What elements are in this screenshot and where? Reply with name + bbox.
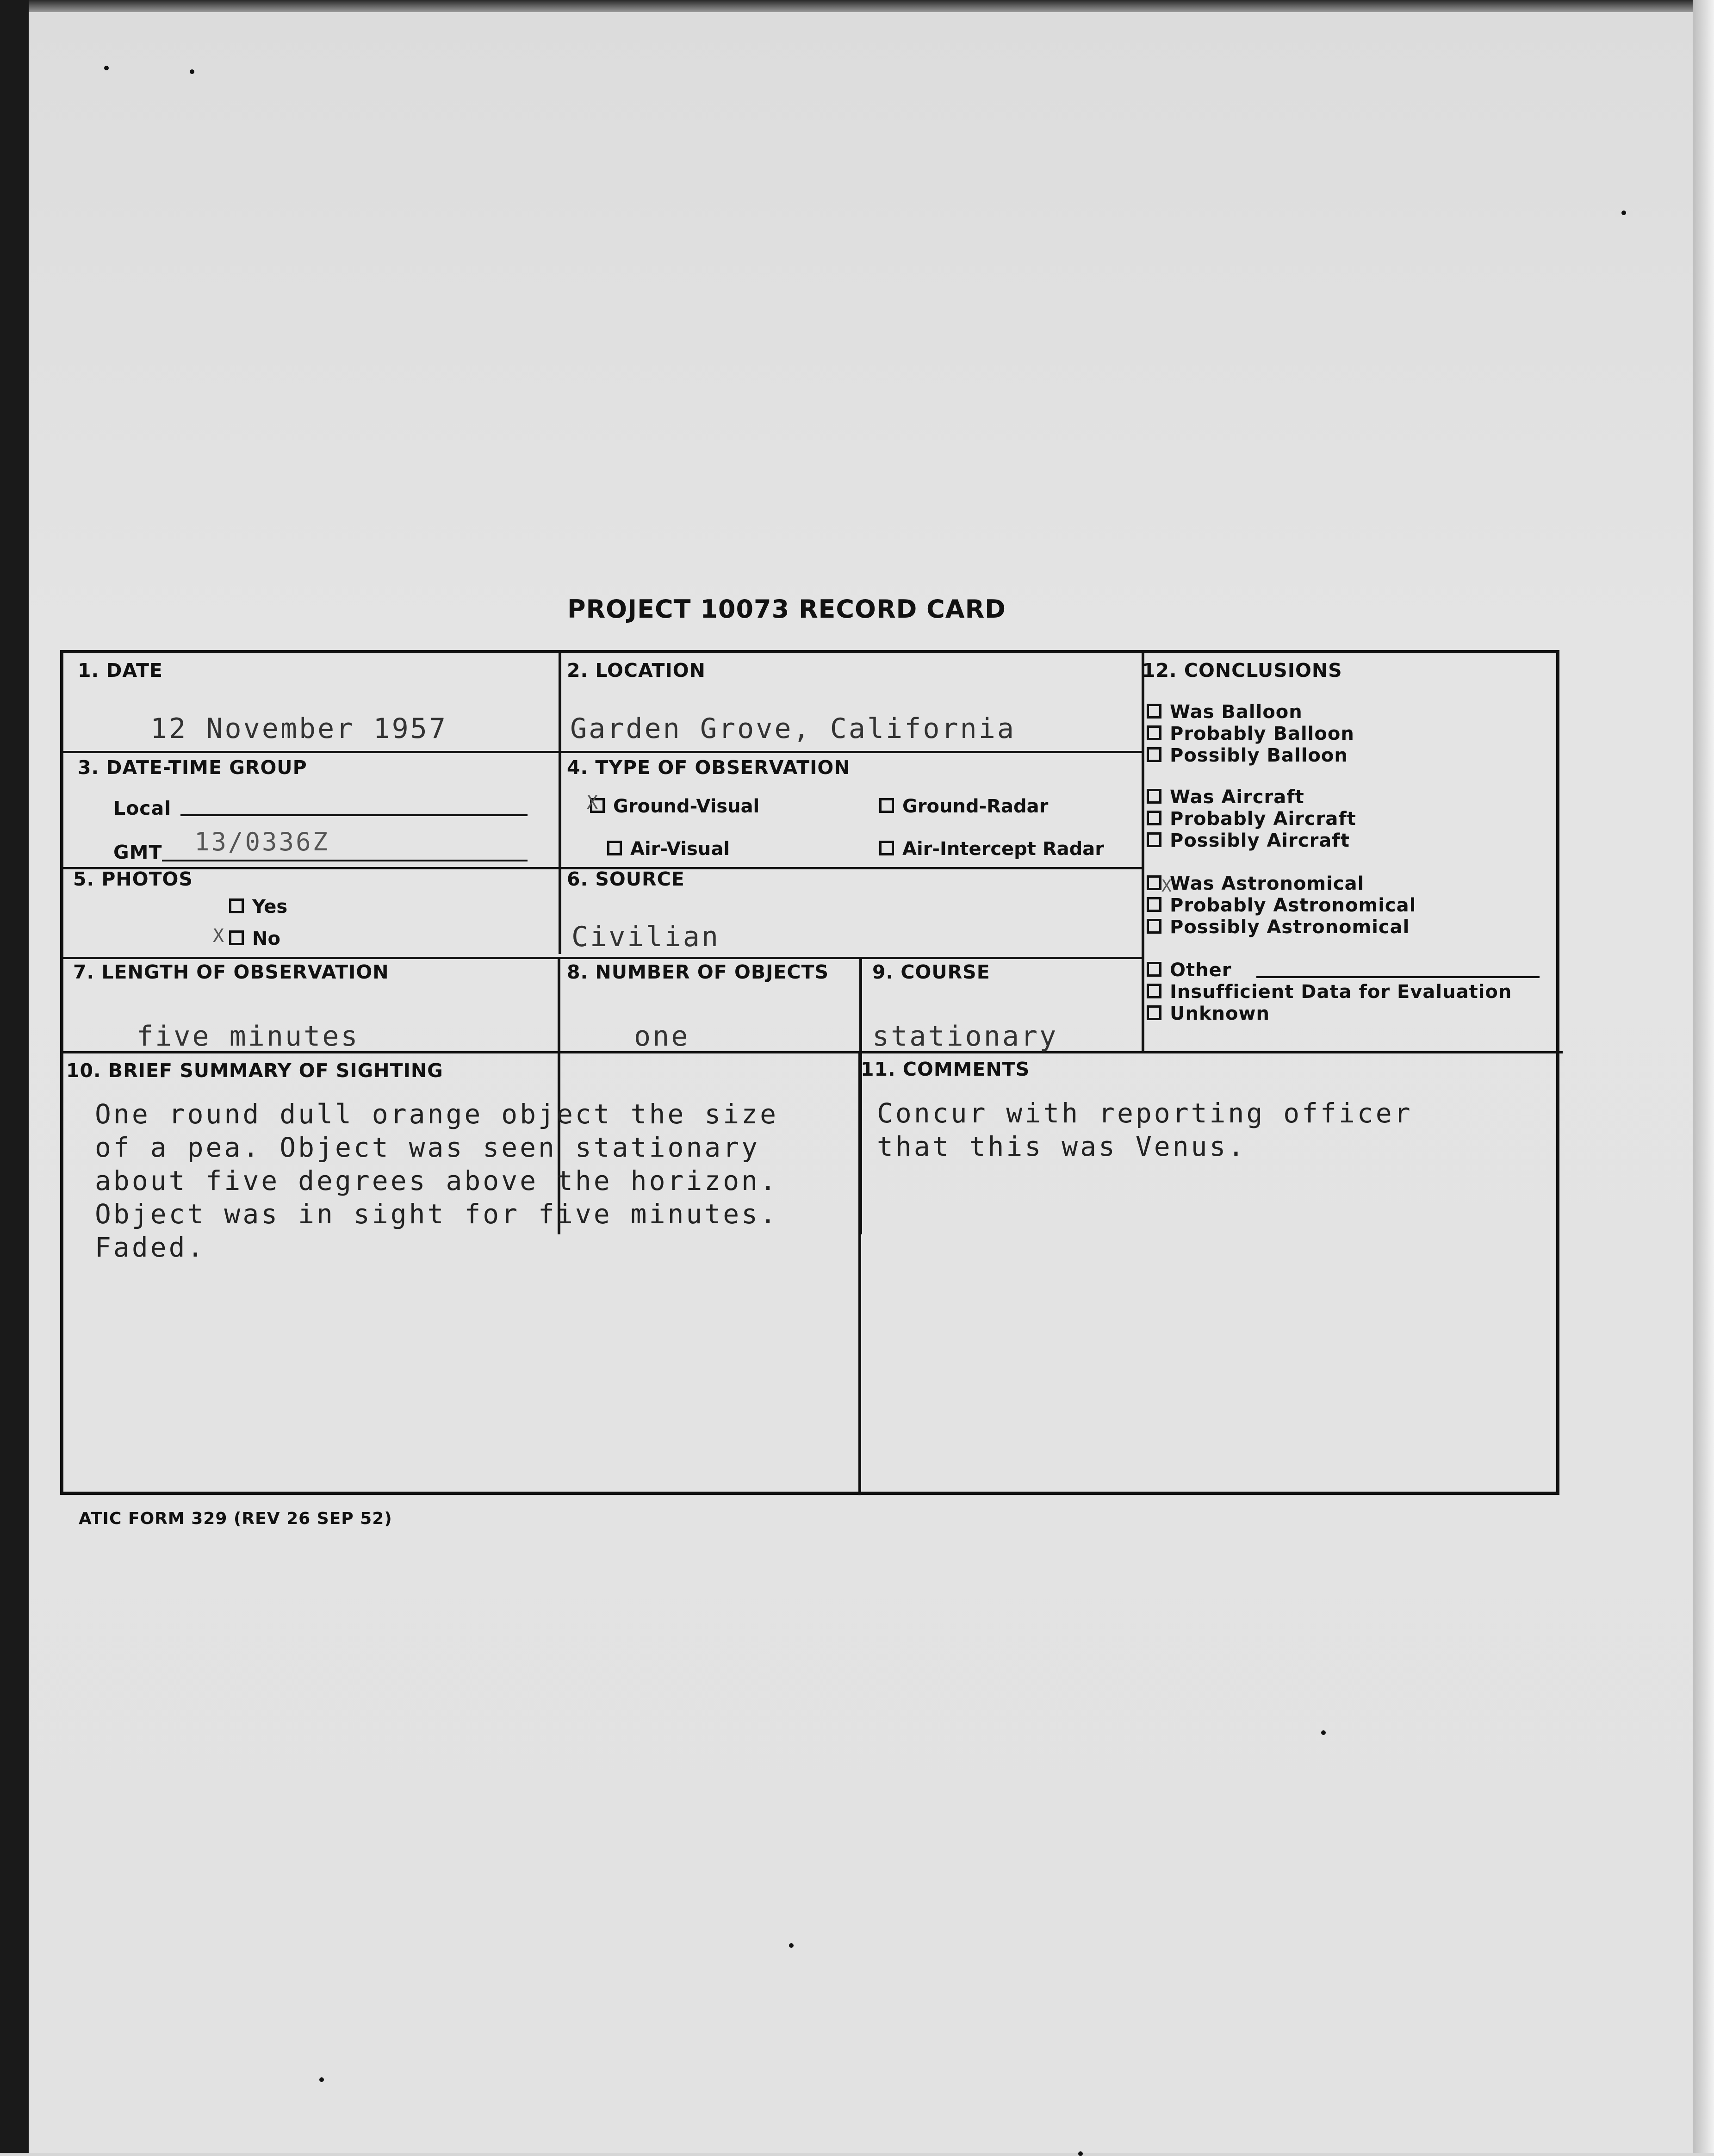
conclusion-possibly-aircraft: Possibly Aircraft <box>1147 830 1350 851</box>
check-mark-icon: X <box>587 792 598 813</box>
film-edge-top <box>0 0 1714 12</box>
date-value: 12 November 1957 <box>150 712 447 745</box>
summary-line: One round dull orange object the size <box>95 1098 779 1130</box>
photos-no-option: No <box>229 928 280 949</box>
conclusion-possibly-balloon: Possibly Balloon <box>1147 745 1348 766</box>
brief-summary-text <box>95 1097 778 1264</box>
dust-speck <box>789 1943 794 1948</box>
dust-speck <box>1321 1730 1326 1735</box>
checkbox-icon <box>229 898 244 913</box>
checkbox-icon <box>1147 1005 1161 1020</box>
divider <box>559 653 561 954</box>
checkbox-icon <box>1147 704 1161 719</box>
checkbox-icon <box>1147 875 1161 890</box>
summary-line: Faded. <box>95 1232 206 1263</box>
ground-radar-option: Ground-Radar <box>879 796 1048 817</box>
comments-label: 11. COMMENTS <box>861 1058 1030 1080</box>
length-of-observation-value: five minutes <box>137 1020 360 1053</box>
photos-yes-option: Yes <box>229 896 287 917</box>
photos-label: 5. PHOTOS <box>73 868 193 890</box>
divider <box>1142 653 1144 1051</box>
conclusion-unknown: Unknown <box>1147 1003 1270 1024</box>
checkbox-icon <box>1147 897 1161 912</box>
film-edge-right <box>1693 0 1714 2153</box>
brief-summary-label: 10. BRIEF SUMMARY OF SIGHTING <box>66 1059 443 1082</box>
conclusion-was-astronomical: Was Astronomical <box>1147 873 1364 894</box>
conclusion-probably-astronomical: Probably Astronomical <box>1147 895 1416 916</box>
card-title: PROJECT 10073 RECORD CARD <box>567 595 1006 624</box>
ground-visual-option: Ground-Visual <box>590 796 759 817</box>
location-label: 2. LOCATION <box>567 659 706 681</box>
conclusion-other: Other <box>1147 960 1231 981</box>
form-number: ATIC FORM 329 (REV 26 SEP 52) <box>79 1509 392 1528</box>
checkbox-icon <box>1147 832 1161 847</box>
conclusion-possibly-astronomical: Possibly Astronomical <box>1147 917 1410 938</box>
gmt-value: 13/0336Z <box>194 827 330 856</box>
checkbox-icon <box>1147 725 1161 740</box>
air-visual-option: Air-Visual <box>607 838 730 860</box>
summary-line: Object was in sight for five minutes. <box>95 1198 779 1230</box>
checkbox-icon <box>1147 789 1161 804</box>
divider <box>858 1051 861 1495</box>
conclusion-was-aircraft: Was Aircraft <box>1147 787 1304 808</box>
comment-line: Concur with reporting officer <box>877 1097 1413 1129</box>
checkbox-icon <box>1147 747 1161 762</box>
summary-line: about five degrees above the horizon. <box>95 1165 779 1196</box>
conclusion-probably-aircraft: Probably Aircraft <box>1147 808 1356 830</box>
gmt-label: GMT <box>113 841 162 863</box>
divider <box>63 957 561 959</box>
dust-speck <box>1078 2151 1083 2156</box>
dust-speck <box>190 69 194 74</box>
dust-speck <box>1621 211 1626 215</box>
date-label: 1. DATE <box>78 659 163 681</box>
conclusion-insufficient-data: Insufficient Data for Evaluation <box>1147 981 1512 1003</box>
dust-speck <box>319 2077 324 2082</box>
check-mark-icon: X <box>213 925 224 947</box>
source-value: Civilian <box>571 921 720 953</box>
checkbox-icon <box>1147 962 1161 977</box>
air-intercept-radar-option: Air-Intercept Radar <box>879 838 1104 860</box>
number-of-objects-value: one <box>634 1020 690 1053</box>
divider <box>63 751 1142 753</box>
checkbox-icon <box>1147 984 1161 998</box>
summary-line: of a pea. Object was seen stationary <box>95 1132 760 1163</box>
course-value: stationary <box>872 1020 1058 1053</box>
checkbox-icon <box>1147 811 1161 825</box>
checkbox-icon <box>1147 919 1161 934</box>
source-label: 6. SOURCE <box>567 868 685 890</box>
length-of-observation-label: 7. LENGTH OF OBSERVATION <box>73 961 389 983</box>
checkbox-icon <box>607 841 622 855</box>
conclusion-probably-balloon: Probably Balloon <box>1147 723 1354 744</box>
local-label: Local <box>113 797 172 819</box>
number-of-objects-label: 8. NUMBER OF OBJECTS <box>567 961 829 983</box>
checkbox-icon <box>879 841 894 855</box>
divider <box>559 957 1142 959</box>
local-fill-line <box>180 814 528 816</box>
conclusion-was-balloon: Was Balloon <box>1147 701 1303 723</box>
comment-line: that this was Venus. <box>877 1131 1247 1162</box>
comments-text <box>877 1097 1413 1163</box>
dust-speck <box>104 66 109 70</box>
checkbox-icon <box>879 798 894 813</box>
location-value: Garden Grove, California <box>570 712 1016 745</box>
conclusions-label: 12. CONCLUSIONS <box>1142 659 1342 681</box>
checkbox-icon <box>229 930 244 945</box>
date-time-group-label: 3. DATE-TIME GROUP <box>78 756 307 779</box>
other-fill-line <box>1256 976 1540 978</box>
gmt-fill-line <box>162 860 528 861</box>
course-label: 9. COURSE <box>872 961 990 983</box>
film-edge-left <box>0 0 29 2153</box>
check-mark-icon: X <box>1161 877 1172 896</box>
type-of-observation-label: 4. TYPE OF OBSERVATION <box>567 756 851 779</box>
